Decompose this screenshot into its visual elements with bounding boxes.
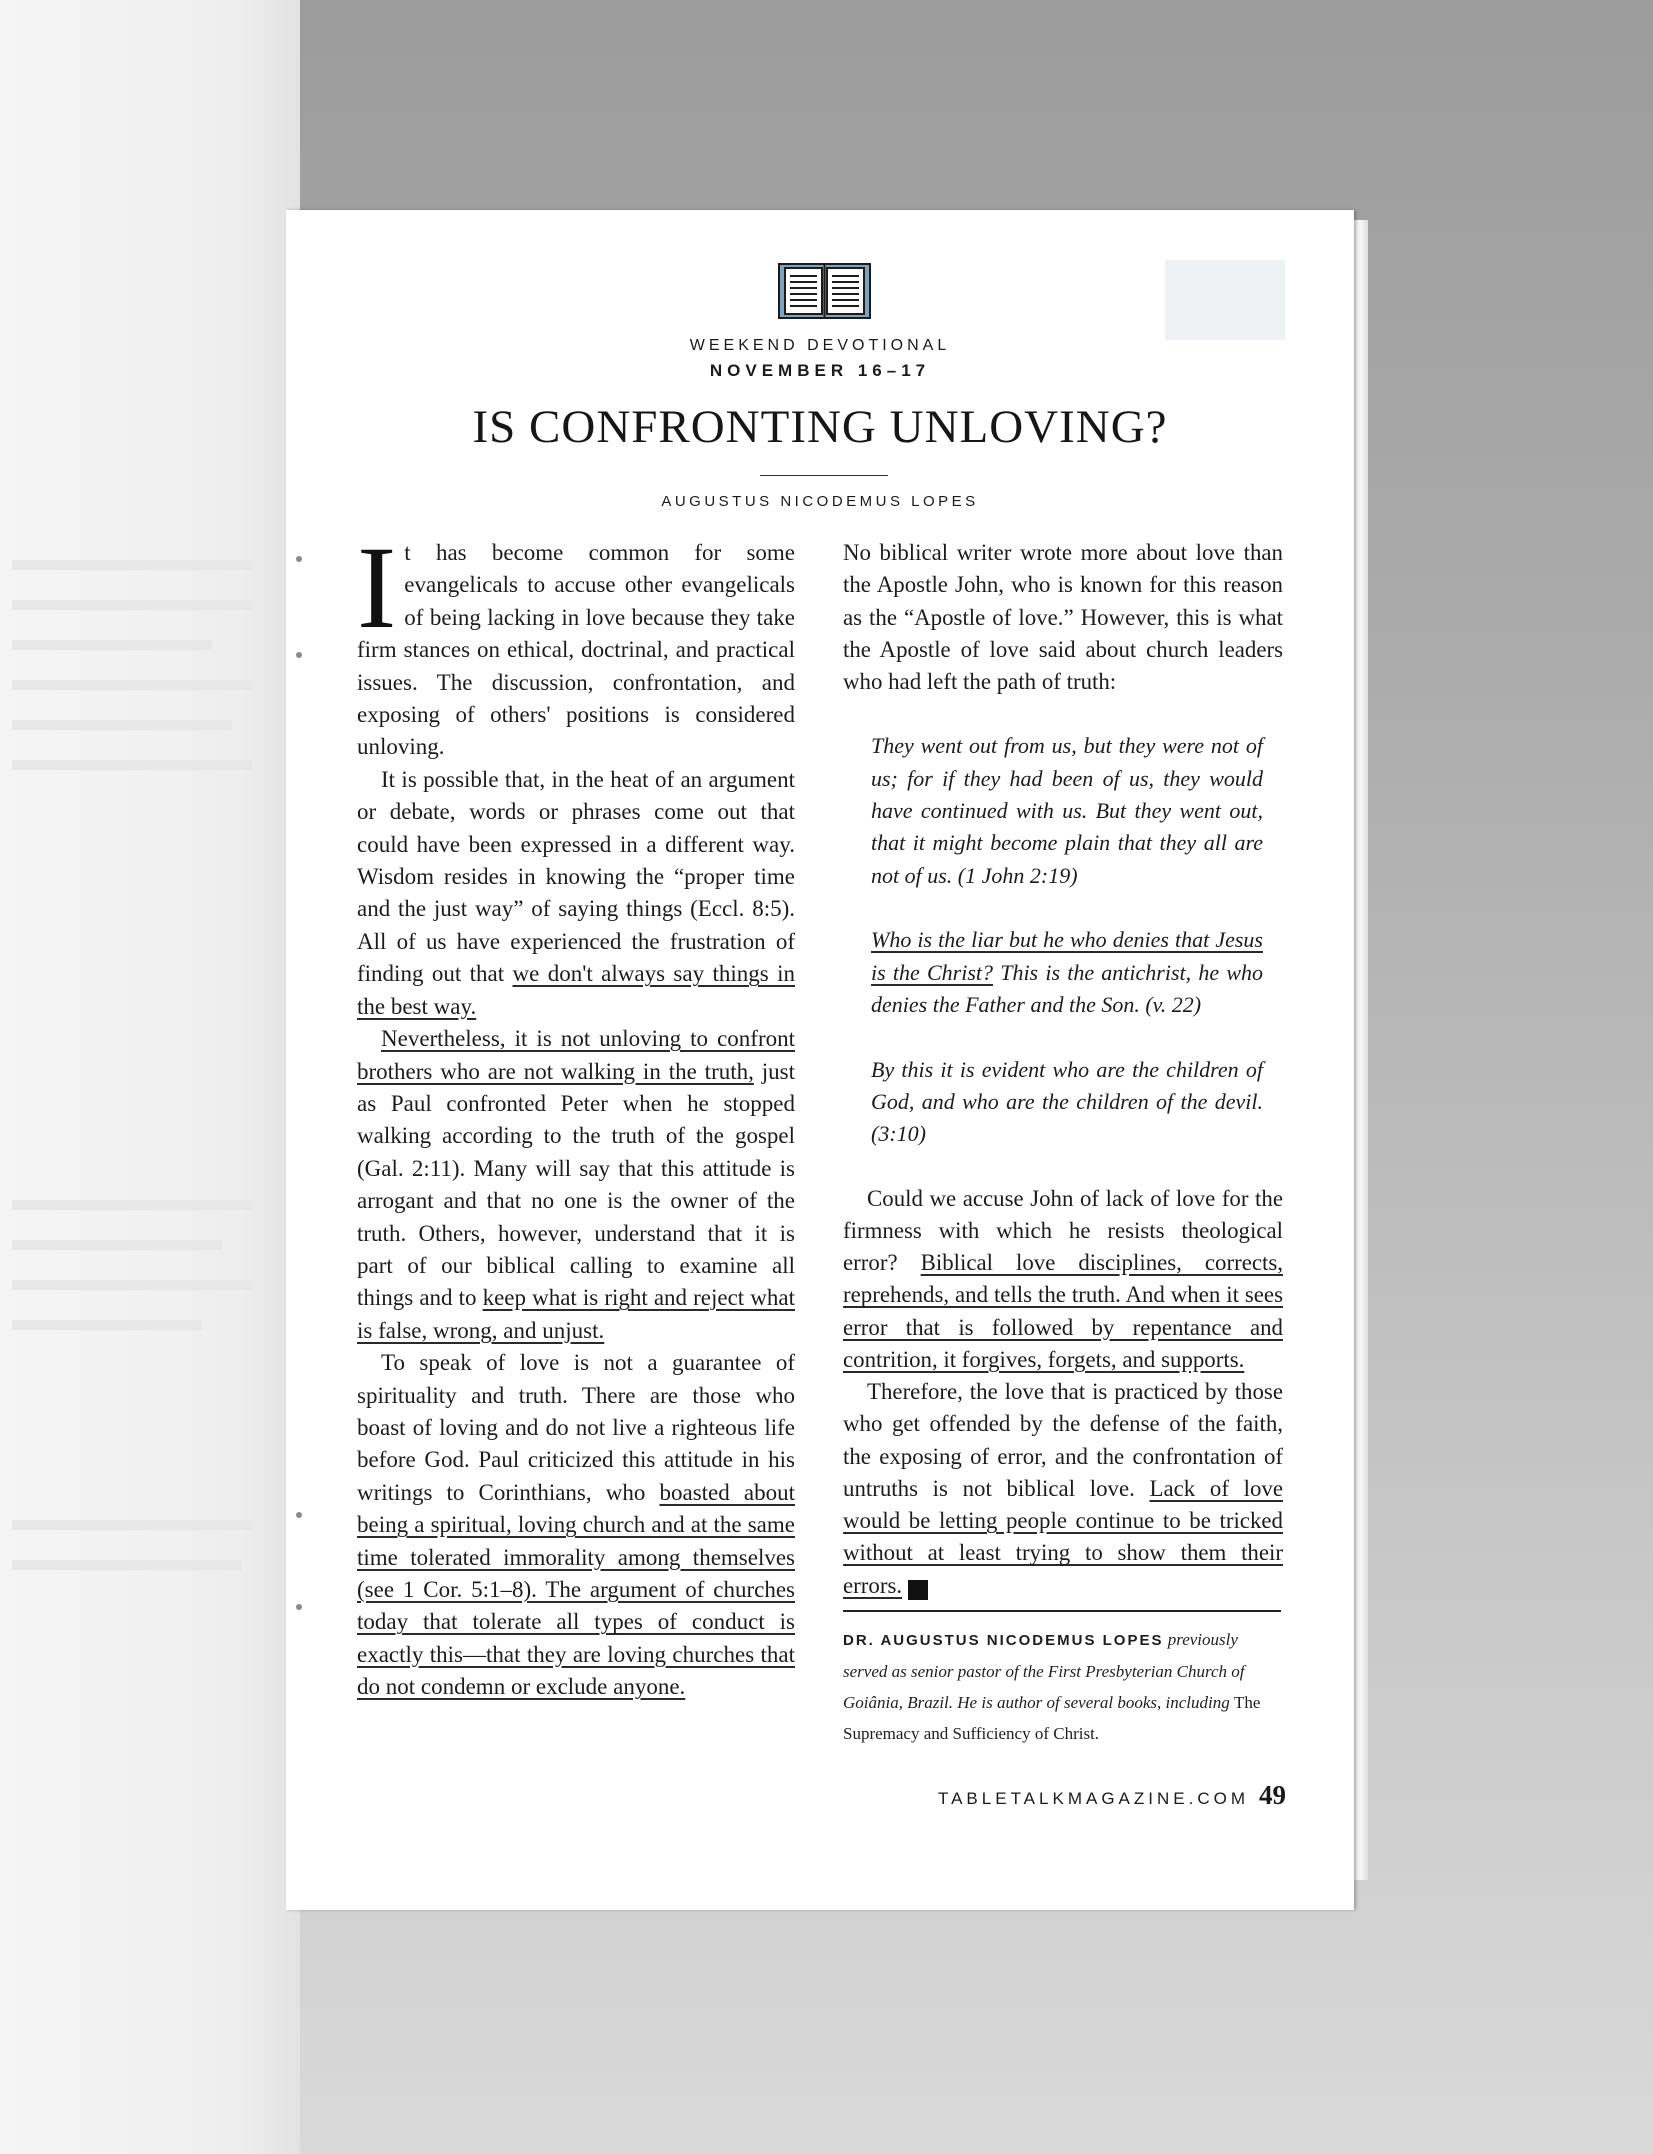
underlying-sheet: [0, 0, 300, 2154]
paragraph-6-text: Could we accuse John of lack of love for the firmness with which he resists theological error?: [843, 1185, 1283, 1276]
article-column-right: [843, 537, 1283, 1602]
paragraph-1-text: t has become common for some evangelicals to accuse other evangelicals of being lacking in love because they take firm stances on ethical, doctrinal, and practical issues. The discussion, confrontation, and exposing of others' positions is considered unloving.: [357, 540, 795, 760]
paragraph-6: [843, 1183, 1283, 1377]
underlined-passage: Biblical love disciplines, corrects, reprehends, and tells the truth. And when it sees error that is followed by repentance and contrition, it forgives, forgets, and supports.: [843, 1250, 1283, 1372]
underlined-passage: Nevertheless, it is not unloving to confront brothers who are not walking in the truth,: [357, 1026, 795, 1084]
spacer: [843, 1151, 1283, 1183]
article-column-left: [357, 522, 795, 1704]
page-footer: [900, 1780, 1286, 1811]
end-mark-icon: T: [908, 1580, 928, 1600]
paragraph-5: [843, 537, 1283, 698]
bleed-through-image: [1165, 260, 1285, 340]
paragraph-4-text: To speak of love is not a guarantee of spirituality and truth. There are those who boast of loving and do not live a righteous life before God. Paul criticized this attitude in his writings to Corinthians, who: [357, 1350, 795, 1505]
bio-divider: [843, 1610, 1281, 1612]
open-book-icon: [777, 260, 872, 322]
spacer: [843, 892, 1283, 924]
paragraph-3-text: just as Paul confronted Peter when he stopped walking according to the truth of the gospel (Gal. 2:11). Many will say that this attitude is arrogant and that no one is the owner of the truth. Others, however, understand that it is part of our biblical calling to examine all things and to: [357, 1058, 795, 1311]
paragraph-4: [357, 1347, 795, 1703]
bio-book-title: The Supremacy and Sufficiency of Christ.: [843, 1693, 1261, 1743]
paragraph-2: [357, 764, 795, 1023]
title-divider: [760, 475, 888, 476]
staple-mark: [296, 1604, 302, 1610]
bio-text: previously served as senior pastor of the First Presbyterian Church of Goiânia, Brazil. He is author of several books, including: [843, 1630, 1245, 1712]
scripture-quote-2: [871, 924, 1263, 1021]
spacer: [843, 1022, 1283, 1054]
paragraph-5-text: No biblical writer wrote more about love than the Apostle John, who is known for this reason as the “Apostle of love.” However, this is what the Apostle of love said about church leaders who had left the path of truth:: [843, 540, 1283, 694]
page-edge: [1354, 220, 1368, 1880]
quote-2-text: This is the antichrist, he who denies the Father and the Son. (v. 22): [871, 959, 1263, 1018]
paragraph-2-text: It is possible that, in the heat of an argument or debate, words or phrases come out that could have been expressed in a different way. Wisdom resides in knowing the “proper time and the just way” of saying things (Eccl. 8:5). All of us have experienced the frustration of finding out that: [357, 766, 795, 987]
paragraph-7-text: Therefore, the love that is practiced by those who get offended by the defense of the faith, the exposing of error, and the confrontation of untruths is not biblical love.: [843, 1379, 1283, 1501]
staple-mark: [296, 1512, 302, 1518]
author-bio: [843, 1624, 1283, 1749]
page-title: IS CONFRONTING UNLOVING?: [472, 401, 1168, 453]
scripture-quote-3: By this it is evident who are the children of God, and who are the children of the devil. (3:10): [871, 1056, 1263, 1147]
spacer: [843, 698, 1283, 730]
paragraph-3: [357, 1023, 795, 1347]
page-number: 49: [1259, 1780, 1286, 1810]
underlined-passage: boasted about being a spiritual, loving church and at the same time tolerated immorality among themselves (see 1 Cor. 5:1–8). The argument of churches today that tolerate all types of conduct is exactly this—that they are loving churches that do not condemn or exclude anyone.: [357, 1479, 795, 1700]
underlined-passage: we don't always say things in the best way.: [357, 961, 795, 1019]
author-byline: AUGUSTUS NICODEMUS LOPES: [661, 493, 979, 510]
underlined-passage: Lack of love would be letting people continue to be tricked without at least trying to show them their errors.: [843, 1475, 1283, 1598]
underlined-passage: keep what is right and reject what is false, wrong, and unjust.: [357, 1285, 795, 1343]
staple-mark: [296, 556, 302, 562]
paragraph-1: [357, 522, 795, 764]
drop-cap: I: [357, 522, 397, 653]
bio-name: DR. AUGUSTUS NICODEMUS LOPES: [843, 1632, 1164, 1649]
staple-mark: [296, 652, 302, 658]
paragraph-7: [843, 1376, 1283, 1602]
underlined-passage: Who is the liar but he who denies that Jesus is the Christ?: [871, 927, 1263, 985]
scripture-quote-1: They went out from us, but they were not of us; for if they had been of us, they would have continued with us. But they went out, that it might become plain that they all are not of us. (1 John 2:19): [871, 733, 1263, 888]
footer-website: TABLETALKMAGAZINE.COM: [937, 1789, 1249, 1808]
devotional-date: NOVEMBER 16–17: [709, 361, 931, 380]
section-kicker: WEEKEND DEVOTIONAL: [689, 337, 951, 354]
